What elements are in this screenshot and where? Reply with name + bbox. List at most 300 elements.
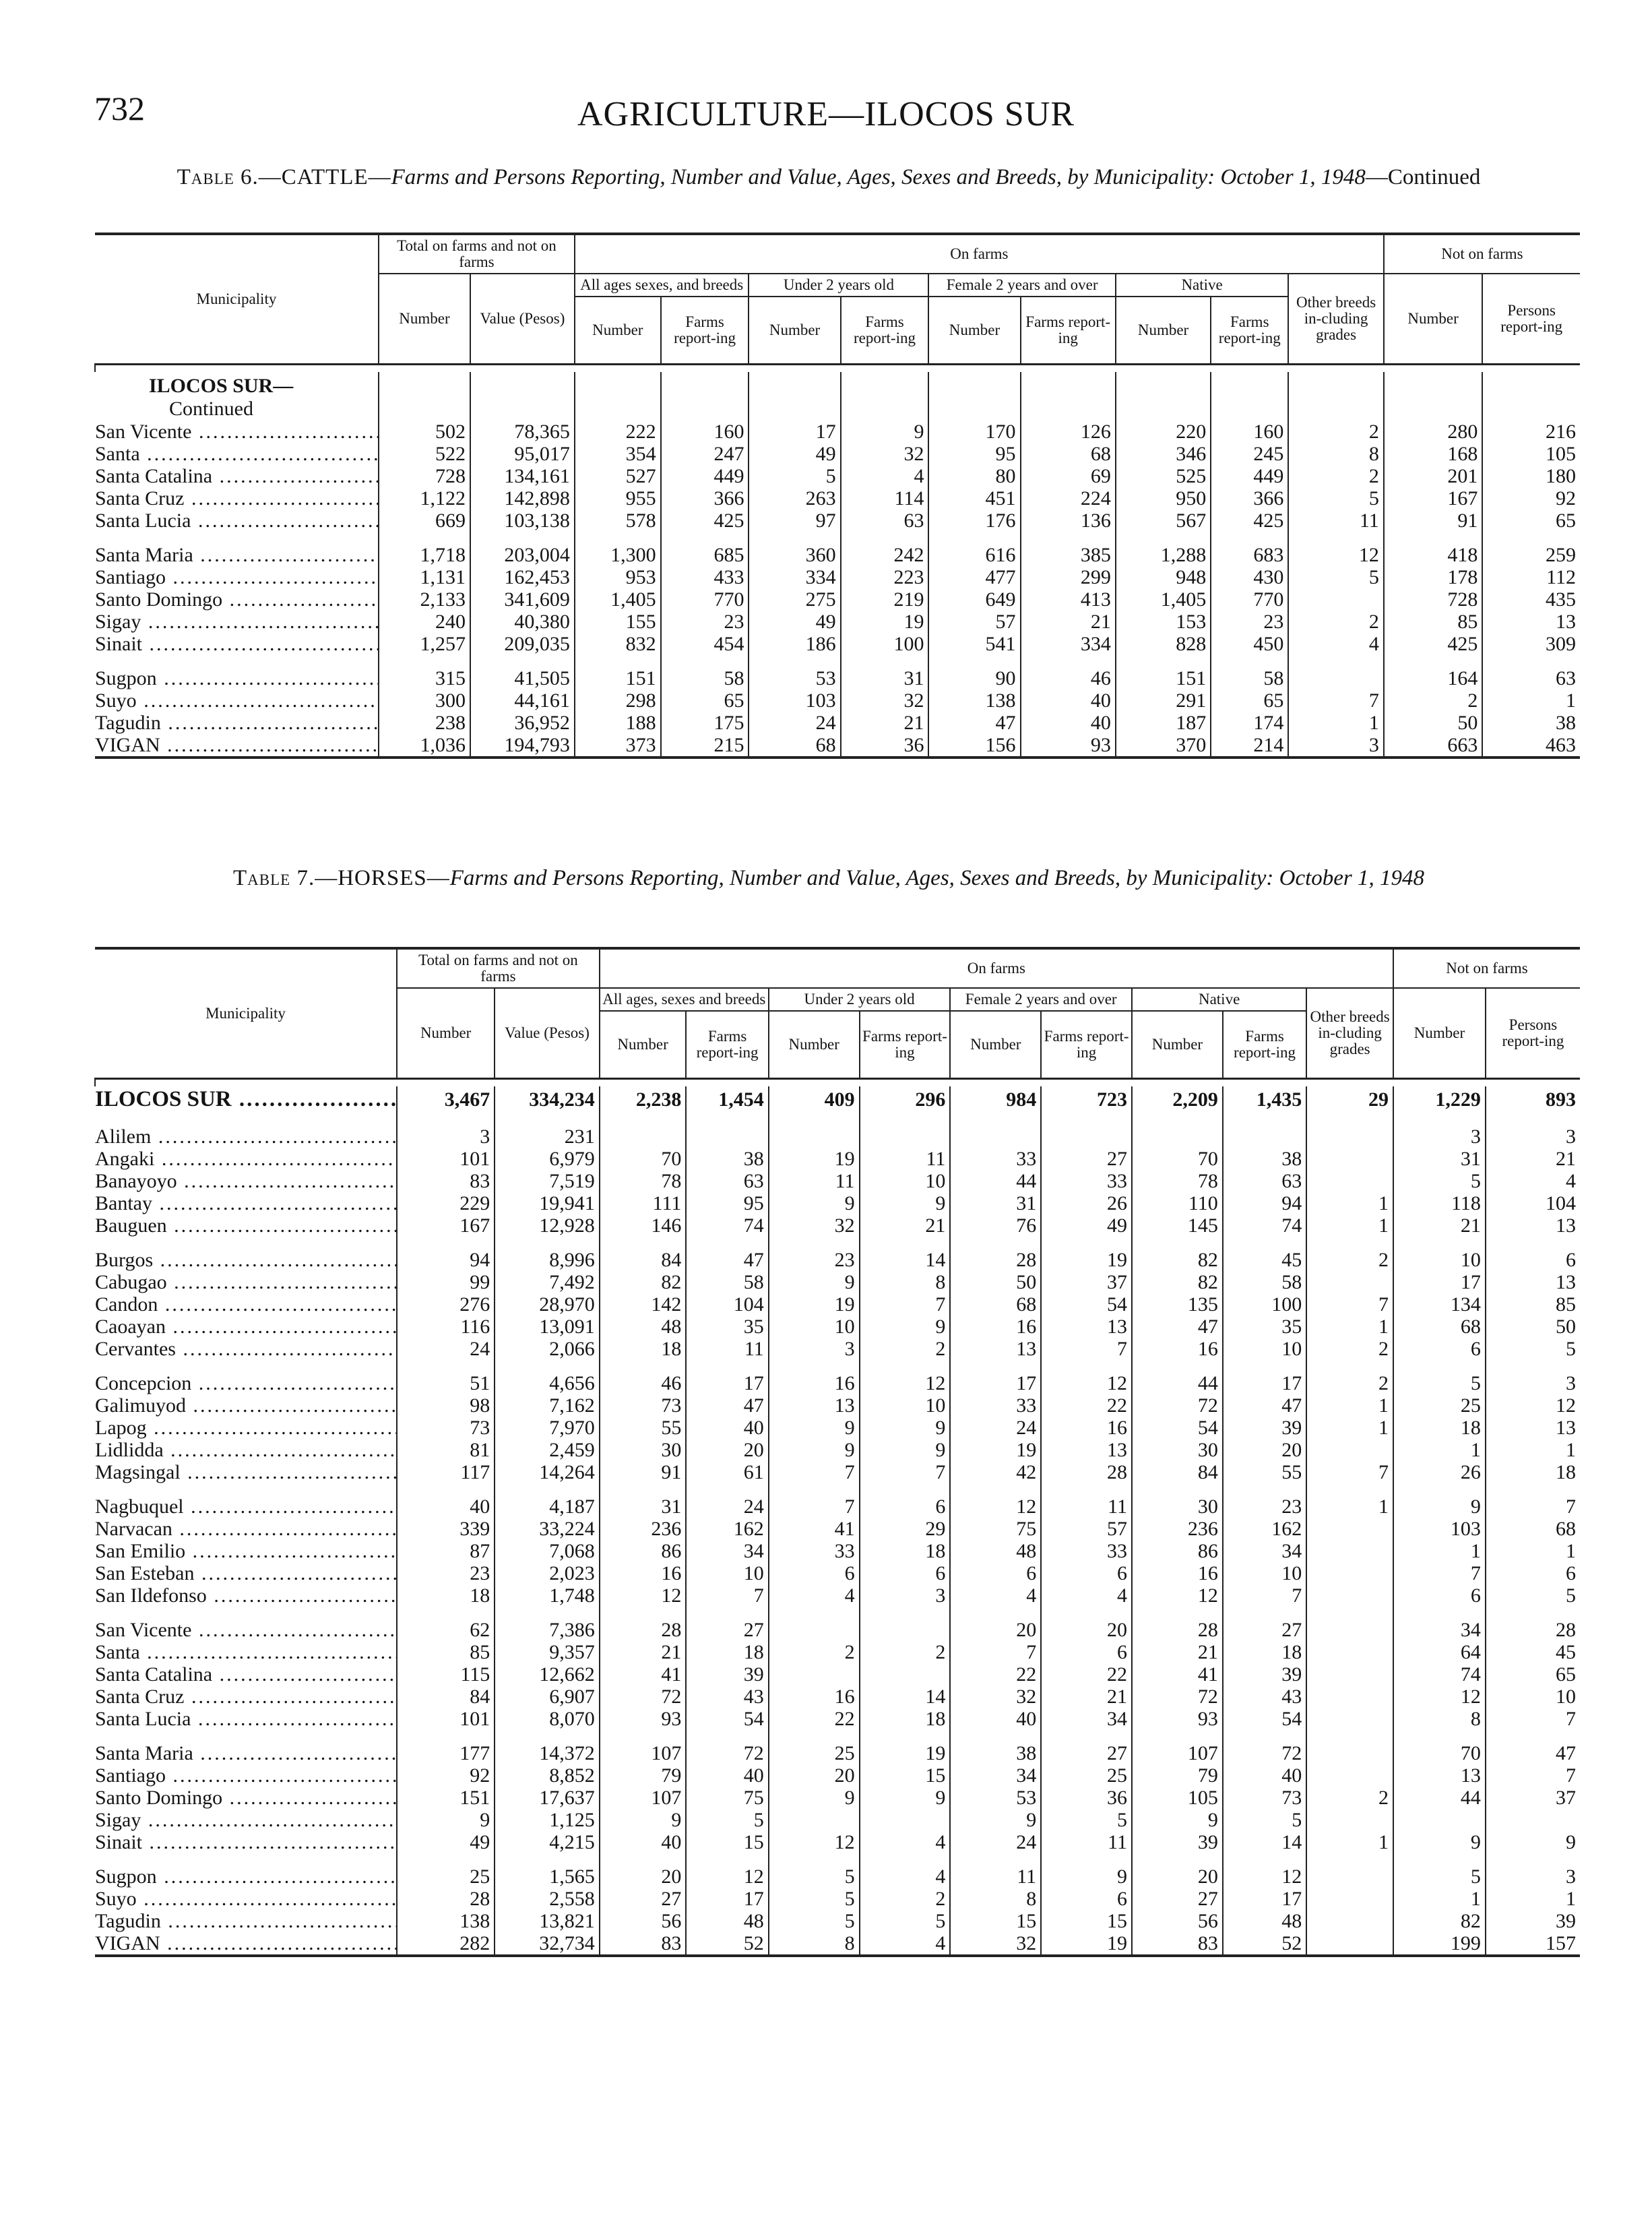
table7-cell-total-value: 2,023	[495, 1562, 600, 1584]
table7-cell-female2-farms: 16	[1041, 1417, 1132, 1439]
table7-cell-under2-number: 9	[769, 1271, 860, 1293]
table-row	[95, 421, 1580, 443]
table7-cell-female2-farms: 20	[1041, 1619, 1132, 1641]
table7-cell-not-number: 6	[1393, 1338, 1486, 1360]
table7-municipality-name: ILOCOS SUR .....	[95, 1087, 397, 1111]
table7-cell-female2-number: 33	[950, 1394, 1041, 1417]
table6-cell-not-number: 728	[1384, 588, 1483, 611]
table6-municipality-name: Sugpon .....	[95, 667, 379, 689]
table7-cell-all-number: 2,238	[600, 1086, 687, 1113]
table7-cell-native-farms: 12	[1223, 1865, 1306, 1888]
table7-cell-female2-number: 17	[950, 1372, 1041, 1394]
table7-cell-other-breeds	[1306, 1888, 1393, 1910]
table7-cell-not-number: 21	[1393, 1214, 1486, 1237]
table7-cell-under2-number: 19	[769, 1148, 860, 1170]
table7-cell-under2-number: 4	[769, 1584, 860, 1607]
table7-cell-total-number: 9	[397, 1809, 495, 1831]
table6-cell-total-number: 728	[379, 465, 470, 487]
table7-cell-native-number: 9	[1132, 1809, 1223, 1831]
table7-cell-all-farms: 75	[686, 1787, 768, 1809]
table6-cell-total-number: 1,131	[379, 566, 470, 588]
table-row	[95, 1170, 1580, 1192]
table6-cell-not-number: 178	[1384, 566, 1483, 588]
table7-cell-not-persons: 7	[1486, 1708, 1580, 1730]
table7-cell-not-persons: 3	[1486, 1865, 1580, 1888]
table6-cell-under2-farms: 219	[841, 588, 929, 611]
table7-cell-other-breeds: 1	[1306, 1495, 1393, 1518]
table7-cell-female2-number: 15	[950, 1910, 1041, 1932]
table7-cell-total-value: 12,662	[495, 1663, 600, 1686]
table6-cell-under2-number: 49	[749, 611, 840, 633]
table7-cell-all-number: 142	[600, 1293, 687, 1316]
table7-cell-native-farms: 18	[1223, 1641, 1306, 1663]
table7-cell-municipality	[95, 1192, 397, 1214]
table7-cell-all-number: 79	[600, 1764, 687, 1787]
table-row	[95, 509, 1580, 532]
table7-cell-native-farms: 1,435	[1223, 1086, 1306, 1113]
table-row	[95, 1338, 1580, 1360]
table7-municipality-name: San Esteban .....	[95, 1562, 397, 1584]
table7-cell-native-number: 21	[1132, 1641, 1223, 1663]
table6-cell-municipality	[95, 487, 379, 509]
table6-cell-under2-number: 49	[749, 443, 840, 465]
table7-cell-under2-farms: 15	[860, 1764, 951, 1787]
table6-cell-under2-number: 5	[749, 465, 840, 487]
table7-cell-not-number: 6	[1393, 1584, 1486, 1607]
table7-cell-total-value: 12,928	[495, 1214, 600, 1237]
table7-caption	[108, 863, 1550, 894]
table7-cell-all-number: 40	[600, 1831, 687, 1853]
table7-cell-native-number: 82	[1132, 1271, 1223, 1293]
table6-cell-not-number: 280	[1384, 421, 1483, 443]
table7-municipality-name: Sinait .....	[95, 1831, 397, 1853]
table7-cell-total-value: 19,941	[495, 1192, 600, 1214]
table6-header-total: Total on farms and not on farms	[379, 234, 575, 274]
table6-cell-all-number: 832	[575, 633, 661, 655]
table7-cell-native-farms: 52	[1223, 1932, 1306, 1956]
table7-cell-female2-farms: 15	[1041, 1910, 1132, 1932]
table7-cell-other-breeds	[1306, 1932, 1393, 1956]
table7-municipality-name: Candon .....	[95, 1293, 397, 1316]
table7-cell-all-number: 82	[600, 1271, 687, 1293]
table7-cell-all-farms: 58	[686, 1271, 768, 1293]
table6-cell-municipality	[95, 734, 379, 758]
table7-cell-under2-number	[769, 1619, 860, 1641]
table-row	[95, 1865, 1580, 1888]
table7-cell-under2-number: 3	[769, 1338, 860, 1360]
table6-header-not-number: Number	[1384, 274, 1483, 364]
table7-cell-female2-farms: 11	[1041, 1831, 1132, 1853]
table-row	[95, 1831, 1580, 1853]
table6-municipality-name: Santa .....	[95, 443, 379, 465]
table7-cell-all-number: 48	[600, 1316, 687, 1338]
table6-cell-native-number: 828	[1116, 633, 1211, 655]
table6-cell-total-number: 522	[379, 443, 470, 465]
table6-cell-not-number: 663	[1384, 734, 1483, 758]
table7-cell-female2-farms: 36	[1041, 1787, 1132, 1809]
table6-cell-total-value: 95,017	[470, 443, 575, 465]
table7-cell-under2-farms: 11	[860, 1148, 951, 1170]
table7-cell-female2-farms: 33	[1041, 1170, 1132, 1192]
table7-cell-not-number: 25	[1393, 1394, 1486, 1417]
table6-municipality-name: Sigay .....	[95, 611, 379, 633]
table7-cell-not-number	[1393, 1809, 1486, 1831]
table7-cell-native-farms: 100	[1223, 1293, 1306, 1316]
table7-header-not-number: Number	[1393, 988, 1486, 1078]
table7-cell-not-persons: 18	[1486, 1461, 1580, 1483]
table6-cell-all-farms: 685	[661, 544, 749, 566]
table7-cell-all-number: 91	[600, 1461, 687, 1483]
table6-cell-native-farms: 214	[1211, 734, 1288, 758]
table7-cell-total-number: 23	[397, 1562, 495, 1584]
table-row	[95, 1742, 1580, 1764]
table6-cell-all-number: 155	[575, 611, 661, 633]
table6-cell-total-value: 194,793	[470, 734, 575, 758]
table7-municipality-name: Tagudin .....	[95, 1910, 397, 1932]
table7-cell-under2-farms: 18	[860, 1540, 951, 1562]
table6-cell-under2-number: 24	[749, 712, 840, 734]
table6-cell-under2-farms: 63	[841, 509, 929, 532]
table7-cell-female2-farms: 11	[1041, 1495, 1132, 1518]
table7-cell-under2-number: 19	[769, 1293, 860, 1316]
table7-cell-all-farms: 48	[686, 1910, 768, 1932]
table7-cell-native-farms: 48	[1223, 1910, 1306, 1932]
table6-cell-not-persons: 259	[1482, 544, 1580, 566]
table6-cell-native-number: 153	[1116, 611, 1211, 633]
table-row	[95, 544, 1580, 566]
table7-cell-under2-farms: 9	[860, 1417, 951, 1439]
table7-cell-female2-number: 12	[950, 1495, 1041, 1518]
table7-municipality-name: Caoayan .....	[95, 1316, 397, 1338]
table7-cell-under2-number: 13	[769, 1394, 860, 1417]
table6-cell-all-farms: 65	[661, 689, 749, 712]
table7-cell-not-persons: 37	[1486, 1787, 1580, 1809]
table7-cell-all-farms: 72	[686, 1742, 768, 1764]
table7-cell-not-number: 7	[1393, 1562, 1486, 1584]
table6-municipality-name: Santa Maria .....	[95, 544, 379, 566]
table7-cell-other-breeds	[1306, 1619, 1393, 1641]
table7-cell-total-value: 33,224	[495, 1518, 600, 1540]
table6-cell-under2-farms: 19	[841, 611, 929, 633]
table6-cell-female2-number: 156	[928, 734, 1020, 758]
table7-cell-female2-number: 7	[950, 1641, 1041, 1663]
table6-cell-female2-farms: 46	[1021, 667, 1116, 689]
table7-cell-other-breeds	[1306, 1518, 1393, 1540]
table7-cell-total-value: 2,558	[495, 1888, 600, 1910]
table6-municipality-name: Santa Cruz .....	[95, 487, 379, 509]
table7-cell-other-breeds: 2	[1306, 1787, 1393, 1809]
table6-cell-female2-farms: 413	[1021, 588, 1116, 611]
table7-cell-total-value: 231	[495, 1125, 600, 1148]
table7-cell-not-persons: 47	[1486, 1742, 1580, 1764]
table7-cell-other-breeds: 7	[1306, 1461, 1393, 1483]
table7-cell-municipality	[95, 1809, 397, 1831]
table6-cell-not-number: 201	[1384, 465, 1483, 487]
table6-header-all-ages: All ages sexes, and breeds	[575, 274, 749, 297]
table6-cell-under2-number: 103	[749, 689, 840, 712]
table7-cell-total-value: 6,907	[495, 1686, 600, 1708]
table7-cell-all-farms: 95	[686, 1192, 768, 1214]
table6-cell-total-value: 78,365	[470, 421, 575, 443]
table7-cell-municipality	[95, 1742, 397, 1764]
table7-cell-all-farms: 74	[686, 1214, 768, 1237]
table7-header-total: Total on farms and not on farms	[397, 948, 600, 988]
table6-cell-under2-farms: 32	[841, 443, 929, 465]
table7-cell-not-persons: 1	[1486, 1439, 1580, 1461]
table6-header-rule	[95, 364, 1580, 372]
table6-cell-under2-farms: 21	[841, 712, 929, 734]
table7-cell-other-breeds	[1306, 1910, 1393, 1932]
table6-cell-all-number: 953	[575, 566, 661, 588]
table-row	[95, 611, 1580, 633]
table7-cell-other-breeds	[1306, 1708, 1393, 1730]
table7-cell-native-number: 82	[1132, 1249, 1223, 1271]
table-row	[95, 1192, 1580, 1214]
table7-cell-native-farms: 43	[1223, 1686, 1306, 1708]
table7-cell-total-number: 87	[397, 1540, 495, 1562]
table6-cell-other-breeds: 2	[1288, 611, 1383, 633]
table7-cell-native-number: 30	[1132, 1439, 1223, 1461]
table7-cell-female2-number: 28	[950, 1249, 1041, 1271]
table7-cell-not-persons: 13	[1486, 1271, 1580, 1293]
table6-cell-municipality	[95, 667, 379, 689]
table6-cell-native-farms: 245	[1211, 443, 1288, 465]
table7-cell-total-number: 276	[397, 1293, 495, 1316]
table6-cell-not-persons: 309	[1482, 633, 1580, 655]
table7-cell-other-breeds	[1306, 1125, 1393, 1148]
table6-cell-under2-number: 334	[749, 566, 840, 588]
table7-cell-not-number: 70	[1393, 1742, 1486, 1764]
table7-cell-female2-number: 48	[950, 1540, 1041, 1562]
table-row	[95, 1148, 1580, 1170]
table7-cell-female2-farms: 6	[1041, 1888, 1132, 1910]
table6-cell-under2-number: 275	[749, 588, 840, 611]
table6-cell-female2-number: 477	[928, 566, 1020, 588]
table7-cell-female2-farms: 19	[1041, 1249, 1132, 1271]
table7-cell-native-farms	[1223, 1125, 1306, 1148]
table6-caption-suffix: —Continued	[1365, 165, 1481, 189]
table7-cell-all-number: 111	[600, 1192, 687, 1214]
table7-cell-not-persons: 5	[1486, 1338, 1580, 1360]
table7-cell-other-breeds: 2	[1306, 1249, 1393, 1271]
table7-cell-municipality	[95, 1764, 397, 1787]
table7-municipality-name: Santa .....	[95, 1641, 397, 1663]
table6-cell-under2-number: 263	[749, 487, 840, 509]
table6-cell-native-number: 1,405	[1116, 588, 1211, 611]
table6-cell-female2-number: 616	[928, 544, 1020, 566]
table7-cell-other-breeds	[1306, 1148, 1393, 1170]
table7-cell-female2-farms: 49	[1041, 1214, 1132, 1237]
table7-cell-under2-farms: 14	[860, 1249, 951, 1271]
table6-cell-native-number: 151	[1116, 667, 1211, 689]
table7-cell-female2-farms: 34	[1041, 1708, 1132, 1730]
table7-cell-female2-farms: 27	[1041, 1148, 1132, 1170]
table7-cell-all-farms: 17	[686, 1888, 768, 1910]
table7-header-persons-reporting: Persons report-ing	[1486, 988, 1580, 1078]
table7-cell-municipality	[95, 1518, 397, 1540]
table7-cell-total-value: 7,970	[495, 1417, 600, 1439]
table7-cell-total-value: 7,519	[495, 1170, 600, 1192]
table6-cell-female2-farms: 21	[1021, 611, 1116, 633]
table7-cell-municipality	[95, 1316, 397, 1338]
table7-cell-under2-farms: 10	[860, 1170, 951, 1192]
table7-cell-not-number: 5	[1393, 1170, 1486, 1192]
table7-cell-under2-farms: 4	[860, 1831, 951, 1853]
table7-cell-total-number: 73	[397, 1417, 495, 1439]
table7-cell-under2-number: 11	[769, 1170, 860, 1192]
table6-state-label	[95, 372, 379, 421]
table7-cell-not-persons: 10	[1486, 1686, 1580, 1708]
table7-cell-native-number: 145	[1132, 1214, 1223, 1237]
table7-cell-all-number: 16	[600, 1562, 687, 1584]
table7-cell-not-number: 9	[1393, 1495, 1486, 1518]
table7-cell-under2-number: 5	[769, 1888, 860, 1910]
table6-cell-not-persons: 65	[1482, 509, 1580, 532]
table7-cell-total-value: 4,656	[495, 1372, 600, 1394]
table7-cell-under2-farms: 7	[860, 1461, 951, 1483]
table7-cell-native-number: 2,209	[1132, 1086, 1223, 1113]
table7-cell-all-number: 146	[600, 1214, 687, 1237]
table6-cell-total-number: 502	[379, 421, 470, 443]
table6-cell-total-number: 1,257	[379, 633, 470, 655]
table6-cell-native-farms: 23	[1211, 611, 1288, 633]
table6-header-not-on-farms: Not on farms	[1384, 234, 1580, 274]
table6-body	[95, 364, 1580, 758]
table7-cell-not-number: 134	[1393, 1293, 1486, 1316]
table6-header-value: Value (Pesos)	[470, 274, 575, 364]
table7-cell-native-number: 78	[1132, 1170, 1223, 1192]
table7-cell-not-persons: 7	[1486, 1764, 1580, 1787]
table7-cell-native-number: 135	[1132, 1293, 1223, 1316]
table7-cell-other-breeds: 1	[1306, 1831, 1393, 1853]
table6-cell-all-farms: 454	[661, 633, 749, 655]
table7-cell-not-number: 9	[1393, 1831, 1486, 1853]
table7-cell-all-number: 12	[600, 1584, 687, 1607]
table-row	[95, 1086, 1580, 1113]
table6-cell-all-number: 222	[575, 421, 661, 443]
table6-state-label-line1: ILOCOS SUR—	[149, 374, 294, 397]
table7-cell-not-number: 17	[1393, 1271, 1486, 1293]
table7-cell-not-persons: 39	[1486, 1910, 1580, 1932]
table7-cell-female2-number: 40	[950, 1708, 1041, 1730]
table6-cell-female2-number: 95	[928, 443, 1020, 465]
table7-cell-other-breeds	[1306, 1764, 1393, 1787]
table6-cell-not-persons: 463	[1482, 734, 1580, 758]
table6-caption-prefix: Table 6.—CATTLE—	[177, 165, 391, 189]
table7-cell-all-farms: 52	[686, 1932, 768, 1956]
table7-cell-female2-number: 75	[950, 1518, 1041, 1540]
table6-cell-total-number: 315	[379, 667, 470, 689]
table7-cell-total-value: 2,066	[495, 1338, 600, 1360]
table6-municipality-name: Santa Catalina .....	[95, 465, 379, 487]
table-row	[95, 1461, 1580, 1483]
table7-cell-all-farms: 63	[686, 1170, 768, 1192]
table7-cell-total-number: 81	[397, 1439, 495, 1461]
table6-cell-under2-farms: 9	[841, 421, 929, 443]
table7-cell-native-number: 28	[1132, 1619, 1223, 1641]
table7-cell-native-number	[1132, 1125, 1223, 1148]
table7-cell-all-farms: 47	[686, 1249, 768, 1271]
table7-cell-female2-number: 33	[950, 1148, 1041, 1170]
table7-cell-native-number: 93	[1132, 1708, 1223, 1730]
table6-cell-native-farms: 683	[1211, 544, 1288, 566]
table7-header-farms-reporting: Farms report-ing	[1041, 1011, 1132, 1078]
table7-municipality-name: Alilem .....	[95, 1125, 397, 1148]
table7-cell-not-number: 10	[1393, 1249, 1486, 1271]
table7-cell-municipality	[95, 1787, 397, 1809]
table7-cell-not-persons: 68	[1486, 1518, 1580, 1540]
table7-cell-not-number: 1	[1393, 1540, 1486, 1562]
table7-header-sub-number: Number	[600, 1011, 687, 1078]
table-row	[95, 1125, 1580, 1148]
table7-cell-total-number: 138	[397, 1910, 495, 1932]
table7-cell-municipality	[95, 1686, 397, 1708]
table6-cell-under2-farms: 223	[841, 566, 929, 588]
table6-cell-female2-number: 57	[928, 611, 1020, 633]
table6-cell-native-farms: 770	[1211, 588, 1288, 611]
table7-cell-not-number: 18	[1393, 1417, 1486, 1439]
table7-cell-total-value: 7,068	[495, 1540, 600, 1562]
table6-cell-other-breeds: 11	[1288, 509, 1383, 532]
table7-cell-female2-number: 34	[950, 1764, 1041, 1787]
table7-cell-under2-number: 5	[769, 1865, 860, 1888]
table-row	[95, 566, 1580, 588]
table-row	[95, 443, 1580, 465]
table7-cell-under2-farms: 3	[860, 1584, 951, 1607]
table6-cell-female2-number: 90	[928, 667, 1020, 689]
table7-cell-all-farms: 18	[686, 1641, 768, 1663]
table7-cell-all-farms: 39	[686, 1663, 768, 1686]
table7-cell-not-persons: 9	[1486, 1831, 1580, 1853]
table7-cell-native-farms: 55	[1223, 1461, 1306, 1483]
table7-municipality-name: Bantay .....	[95, 1192, 397, 1214]
table7-cell-female2-farms: 13	[1041, 1316, 1132, 1338]
table7-cell-female2-number: 22	[950, 1663, 1041, 1686]
table6-cell-all-farms: 23	[661, 611, 749, 633]
table7-cell-total-number: 51	[397, 1372, 495, 1394]
table6-cell-total-number: 1,718	[379, 544, 470, 566]
table7-cell-under2-number	[769, 1809, 860, 1831]
table7-cell-native-farms: 20	[1223, 1439, 1306, 1461]
table6-cell-total-value: 103,138	[470, 509, 575, 532]
table7-cell-native-farms: 10	[1223, 1338, 1306, 1360]
table6-cell-native-number: 187	[1116, 712, 1211, 734]
table7-municipality-name: Santa Maria .....	[95, 1742, 397, 1764]
table7-cell-native-farms: 63	[1223, 1170, 1306, 1192]
table7-cell-all-farms: 5	[686, 1809, 768, 1831]
table7-header-female2: Female 2 years and over	[950, 988, 1132, 1011]
table7-cell-total-number: 177	[397, 1742, 495, 1764]
table7-cell-not-persons: 85	[1486, 1293, 1580, 1316]
table6-cell-under2-number: 53	[749, 667, 840, 689]
table7-cell-municipality	[95, 1888, 397, 1910]
table7-cell-total-value: 4,215	[495, 1831, 600, 1853]
table7-cell-not-number: 74	[1393, 1663, 1486, 1686]
table7-cell-female2-farms: 723	[1041, 1086, 1132, 1113]
table7-cell-female2-number	[950, 1125, 1041, 1148]
table7-cell-native-number: 27	[1132, 1888, 1223, 1910]
table6-cell-under2-number: 97	[749, 509, 840, 532]
table7-cell-total-number: 94	[397, 1249, 495, 1271]
table7-cell-all-farms: 11	[686, 1338, 768, 1360]
table-row	[95, 1584, 1580, 1607]
table7-cell-native-farms: 27	[1223, 1619, 1306, 1641]
table7-cell-not-persons: 13	[1486, 1214, 1580, 1237]
table6-header-under2: Under 2 years old	[749, 274, 928, 297]
table7-cell-not-persons: 6	[1486, 1562, 1580, 1584]
table7-cell-native-number: 16	[1132, 1338, 1223, 1360]
table7-header-farms-reporting: Farms report-ing	[686, 1011, 768, 1078]
